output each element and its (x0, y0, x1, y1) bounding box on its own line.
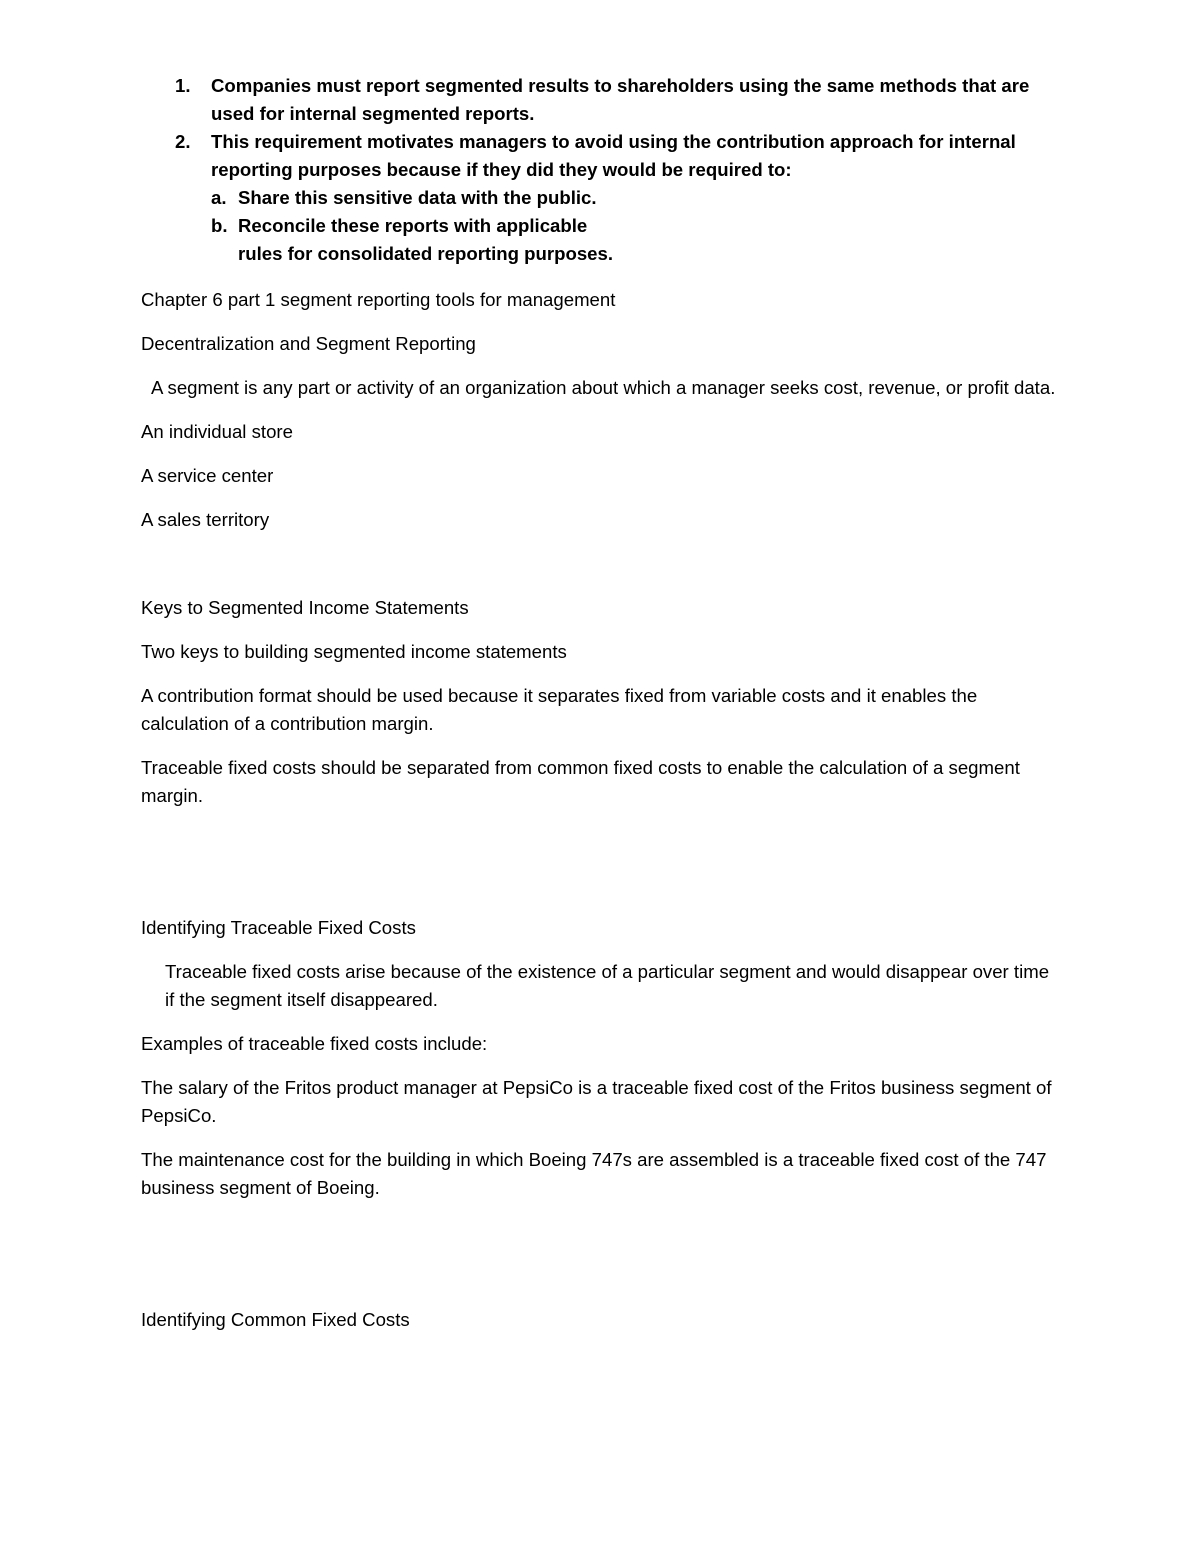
list-number: 2. (175, 131, 191, 152)
paragraph: An individual store (141, 421, 293, 442)
sublist-item-continuation: rules for consolidated reporting purposes. (238, 243, 614, 264)
chapter-heading: Chapter 6 part 1 segment reporting tools for management (141, 289, 616, 310)
document-content (141, 72, 1061, 1334)
section-heading: Identifying Common Fixed Costs (141, 1309, 410, 1330)
section-heading: Keys to Segmented Income Statements (141, 597, 469, 618)
paragraph: A segment is any part or activity of an organization about which a manager seeks cost, revenue, or profit data. (151, 377, 1056, 398)
sublist-item (211, 212, 1061, 268)
section-heading: Identifying Traceable Fixed Costs (141, 917, 416, 938)
numbered-list (141, 72, 1061, 268)
sublist-item (211, 184, 1061, 212)
lettered-sublist (211, 184, 1061, 268)
paragraph: Two keys to building segmented income statements (141, 641, 567, 662)
paragraph: The maintenance cost for the building in which Boeing 747s are assembled is a traceable fixed cost of the 747 business segment of Boeing. (141, 1149, 1047, 1198)
paragraph: A sales territory (141, 509, 270, 530)
paragraph: A service center (141, 465, 274, 486)
sublist-item-text: Share this sensitive data with the public. (238, 187, 597, 208)
paragraph: Traceable fixed costs arise because of the existence of a particular segment and would disappear over time if the segment itself disappeared. (165, 961, 1050, 1010)
sublist-letter: a. (211, 187, 227, 208)
paragraph: Examples of traceable fixed costs include: (141, 1033, 488, 1054)
sublist-letter: b. (211, 215, 228, 236)
list-item (141, 128, 1061, 268)
list-number: 1. (175, 75, 191, 96)
list-item-text: Companies must report segmented results to shareholders using the same methods that are used for internal segmented reports. (211, 75, 1030, 124)
section-heading: Decentralization and Segment Reporting (141, 333, 476, 354)
list-item-text: This requirement motivates managers to avoid using the contribution approach for internal reporting purposes because if they did they would be required to: (211, 131, 1016, 180)
paragraph: The salary of the Fritos product manager at PepsiCo is a traceable fixed cost of the Fritos business segment of PepsiCo. (141, 1077, 1052, 1126)
list-item (141, 72, 1061, 128)
paragraph: A contribution format should be used because it separates fixed from variable costs and it enables the calculation of a contribution margin. (141, 685, 978, 734)
paragraph: Traceable fixed costs should be separated from common fixed costs to enable the calculation of a segment margin. (141, 757, 1020, 806)
sublist-item-text: Reconcile these reports with applicable (238, 215, 588, 236)
